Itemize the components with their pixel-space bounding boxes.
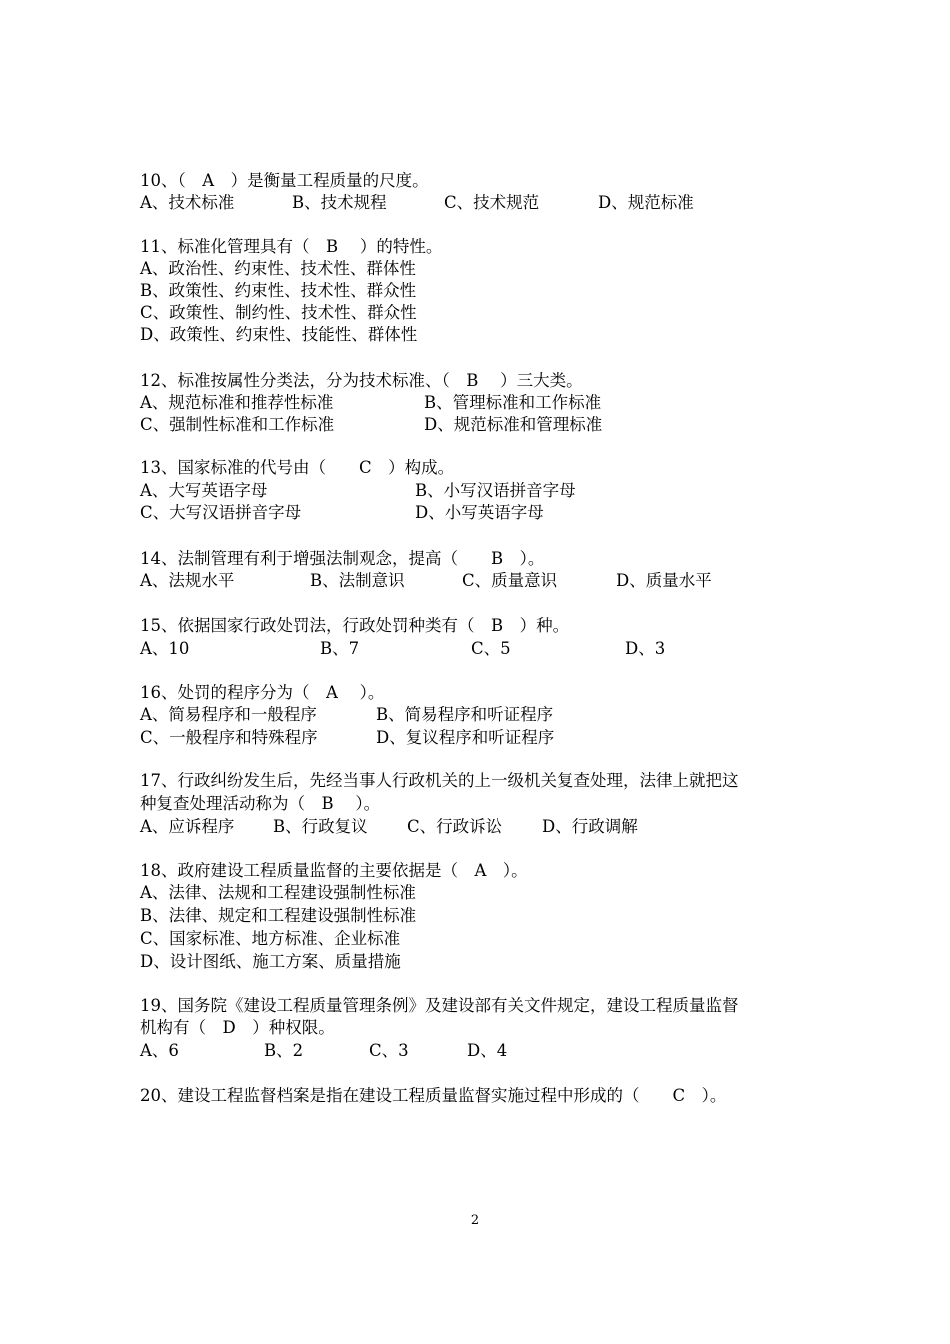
question-19-option-c: C、3 [369, 1041, 409, 1060]
question-14-stem: 14、法制管理有利于增强法制观念，提高（ B ）。 [140, 549, 545, 568]
question-14-option-a: A、法规水平 [140, 571, 235, 590]
question-17-option-d: D、行政调解 [542, 817, 638, 836]
question-15-stem: 15、依据国家行政处罚法，行政处罚种类有（ B ）种。 [140, 616, 570, 635]
question-15-option-d: D、3 [625, 639, 666, 658]
question-11-option-a: A、政治性、约束性、技术性、群体性 [140, 259, 416, 278]
question-18-option-b: B、法律、规定和工程建设强制性标准 [140, 906, 417, 925]
question-12-option-a: A、规范标准和推荐性标准 [140, 393, 334, 412]
question-10-stem: 10、（ A ）是衡量工程质量的尺度。 [140, 171, 429, 190]
question-10-option-d: D、规范标准 [598, 193, 694, 212]
question-19-option-b: B、2 [264, 1041, 304, 1060]
question-10-option-b: B、技术规程 [292, 193, 387, 212]
question-18-option-a: A、法律、法规和工程建设强制性标准 [140, 883, 416, 902]
question-18-option-d: D、设计图纸、施工方案、质量措施 [140, 952, 401, 971]
question-16-option-a: A、简易程序和一般程序 [140, 705, 317, 724]
question-13-option-b: B、小写汉语拼音字母 [415, 481, 576, 500]
question-12-option-d: D、规范标准和管理标准 [424, 415, 603, 434]
question-12-option-b: B、管理标准和工作标准 [424, 393, 602, 412]
question-15-option-c: C、5 [471, 639, 511, 658]
question-16-option-c: C、一般程序和特殊程序 [140, 728, 318, 747]
page-number: 2 [470, 1213, 480, 1228]
question-17-option-b: B、行政复议 [273, 817, 368, 836]
question-11-option-d: D、政策性、约束性、技能性、群体性 [140, 325, 418, 344]
question-14-option-b: B、法制意识 [310, 571, 405, 590]
question-19-option-d: D、4 [467, 1041, 508, 1060]
question-13-option-a: A、大写英语字母 [140, 481, 268, 500]
question-16-option-b: B、简易程序和听证程序 [376, 705, 554, 724]
question-15-option-a: A、10 [140, 639, 190, 658]
question-17-stem-line-2: 种复查处理活动称为（ B ）。 [140, 794, 381, 813]
question-16-stem: 16、处罚的程序分为（ A ）。 [140, 683, 385, 702]
question-17-option-a: A、应诉程序 [140, 817, 235, 836]
question-13-option-c: C、大写汉语拼音字母 [140, 503, 302, 522]
question-13-option-d: D、小写英语字母 [415, 503, 544, 522]
question-14-option-d: D、质量水平 [616, 571, 712, 590]
question-17-option-c: C、行政诉讼 [407, 817, 503, 836]
question-16-option-d: D、复议程序和听证程序 [376, 728, 555, 747]
question-13-stem: 13、国家标准的代号由（ C ）构成。 [140, 458, 455, 477]
question-11-option-c: C、政策性、制约性、技术性、群众性 [140, 303, 417, 322]
question-15-option-b: B、7 [320, 639, 360, 658]
question-19-option-a: A、6 [140, 1041, 179, 1060]
question-19-stem-line-1: 19、国务院《建设工程质量管理条例》及建设部有关文件规定，建设工程质量监督 [140, 996, 739, 1015]
question-11-option-b: B、政策性、约束性、技术性、群众性 [140, 281, 417, 300]
question-12-option-c: C、强制性标准和工作标准 [140, 415, 335, 434]
question-11-stem: 11、标准化管理具有（ B ）的特性。 [140, 237, 443, 256]
question-10-option-a: A、技术标准 [140, 193, 235, 212]
question-20-stem: 20、建设工程监督档案是指在建设工程质量监督实施过程中形成的（ C ）。 [140, 1086, 727, 1105]
question-14-option-c: C、质量意识 [462, 571, 558, 590]
question-10-option-c: C、技术规范 [444, 193, 540, 212]
question-17-stem-line-1: 17、行政纠纷发生后，先经当事人行政机关的上一级机关复查处理，法律上就把这 [140, 771, 739, 790]
question-18-stem: 18、政府建设工程质量监督的主要依据是（ A ）。 [140, 861, 528, 880]
question-18-option-c: C、国家标准、地方标准、企业标准 [140, 929, 401, 948]
question-12-stem: 12、标准按属性分类法，分为技术标准、（ B ）三大类。 [140, 371, 583, 390]
question-19-stem-line-2: 机构有（ D ）种权限。 [140, 1018, 335, 1037]
